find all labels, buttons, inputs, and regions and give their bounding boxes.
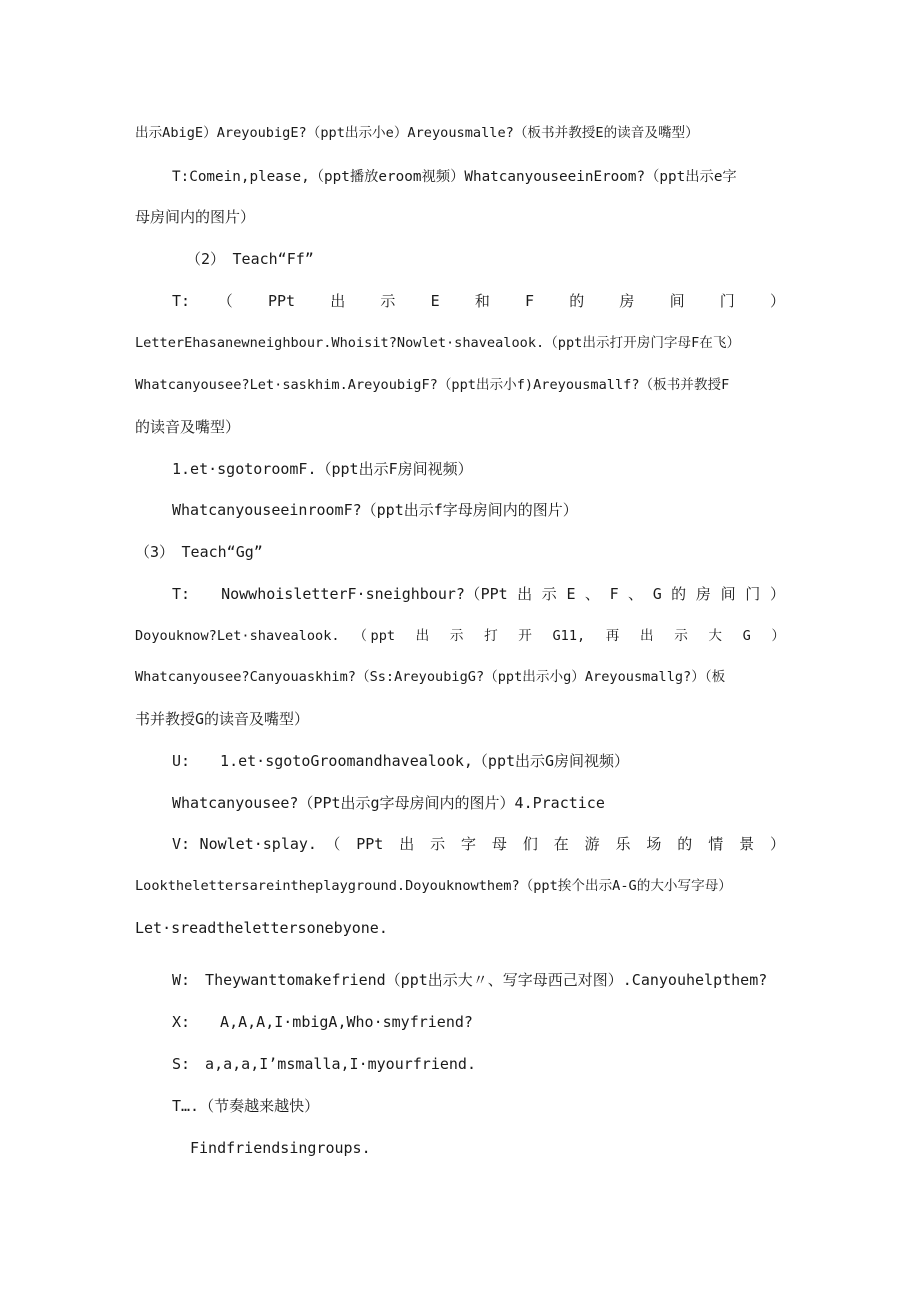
text-line-25: Findfriendsingroups. — [190, 1139, 371, 1157]
text-line-18: V: Nowlet·splay. （ PPt 出 示 字 母 们 在 游 乐 场 的 情 景 ） — [172, 835, 785, 853]
text-line-7: Whatcanyousee?Let·saskhim.AreyoubigF?（ppt出示小f)Areyousmallf?（板书并教授F — [135, 377, 730, 393]
text-line-6: LetterEhasanewneighbour.Whoisit?Nowlet·shavealook.（ppt出示打开房门字母F在飞） — [135, 335, 741, 351]
text-line-23: S: a,a,a,I’msmalla,I·myourfriend. — [172, 1055, 476, 1073]
text-line-14: Whatcanyousee?Canyouaskhim?（Ss:AreyoubigG?（ppt出示小g）Areyousmallg?）（板 — [135, 669, 726, 685]
text-line-13: Doyouknow?Let·shavealook. （ppt 出 示 打 开 G11, 再 出 示 大 G ） — [135, 628, 785, 644]
text-line-15: 书并教授G的读音及嘴型） — [135, 710, 310, 728]
text-line-11: （3） Teach“Gg” — [135, 543, 263, 561]
text-line-4: （2） Teach“Ff” — [186, 250, 314, 268]
text-line-10: WhatcanyouseeinroomF?（ppt出示f字母房间内的图片） — [172, 501, 578, 519]
text-line-17: Whatcanyousee?（PPt出示g字母房间内的图片）4.Practice — [172, 794, 605, 812]
text-line-2: T:Comein,please,（ppt播放eroom视频）WhatcanyouseeinEroom?（ppt出示e字 — [172, 169, 737, 185]
text-line-12: T: NowwhoisletterF·sneighbour?（PPt 出 示 E 、 F 、 G 的 房 间 门 ） — [172, 585, 785, 603]
text-line-20: Let·sreadthelettersonebyone. — [135, 919, 388, 937]
text-line-16: U: 1.et·sgotoGroomandhavealook,（ppt出示G房间视频） — [172, 752, 630, 770]
text-line-19: Lookthelettersareintheplayground.Doyouknowthem?（ppt挨个出示A-G的大小写字母） — [135, 878, 732, 894]
text-line-5: T: （ PPt 出 示 E 和 F 的 房 间 门 ） — [172, 292, 785, 310]
text-line-9: 1.et·sgotoroomF.（ppt出示F房间视频） — [172, 460, 473, 478]
text-line-1: 出示AbigE）AreyoubigE?（ppt出示小e）Areyousmalle?（板书并教授E的读音及嘴型） — [135, 125, 699, 141]
text-line-3: 母房间内的图片） — [135, 208, 256, 226]
text-line-22: X: A,A,A,I·mbigA,Who·smyfriend? — [172, 1013, 473, 1031]
text-line-8: 的读音及嘴型） — [135, 418, 241, 436]
text-line-24: T….（节奏越来越快） — [172, 1097, 320, 1115]
text-line-21: W: Theywanttomakefriend（ppt出示大〃、写字母西己对图）.Canyouhelpthem? — [172, 971, 768, 989]
